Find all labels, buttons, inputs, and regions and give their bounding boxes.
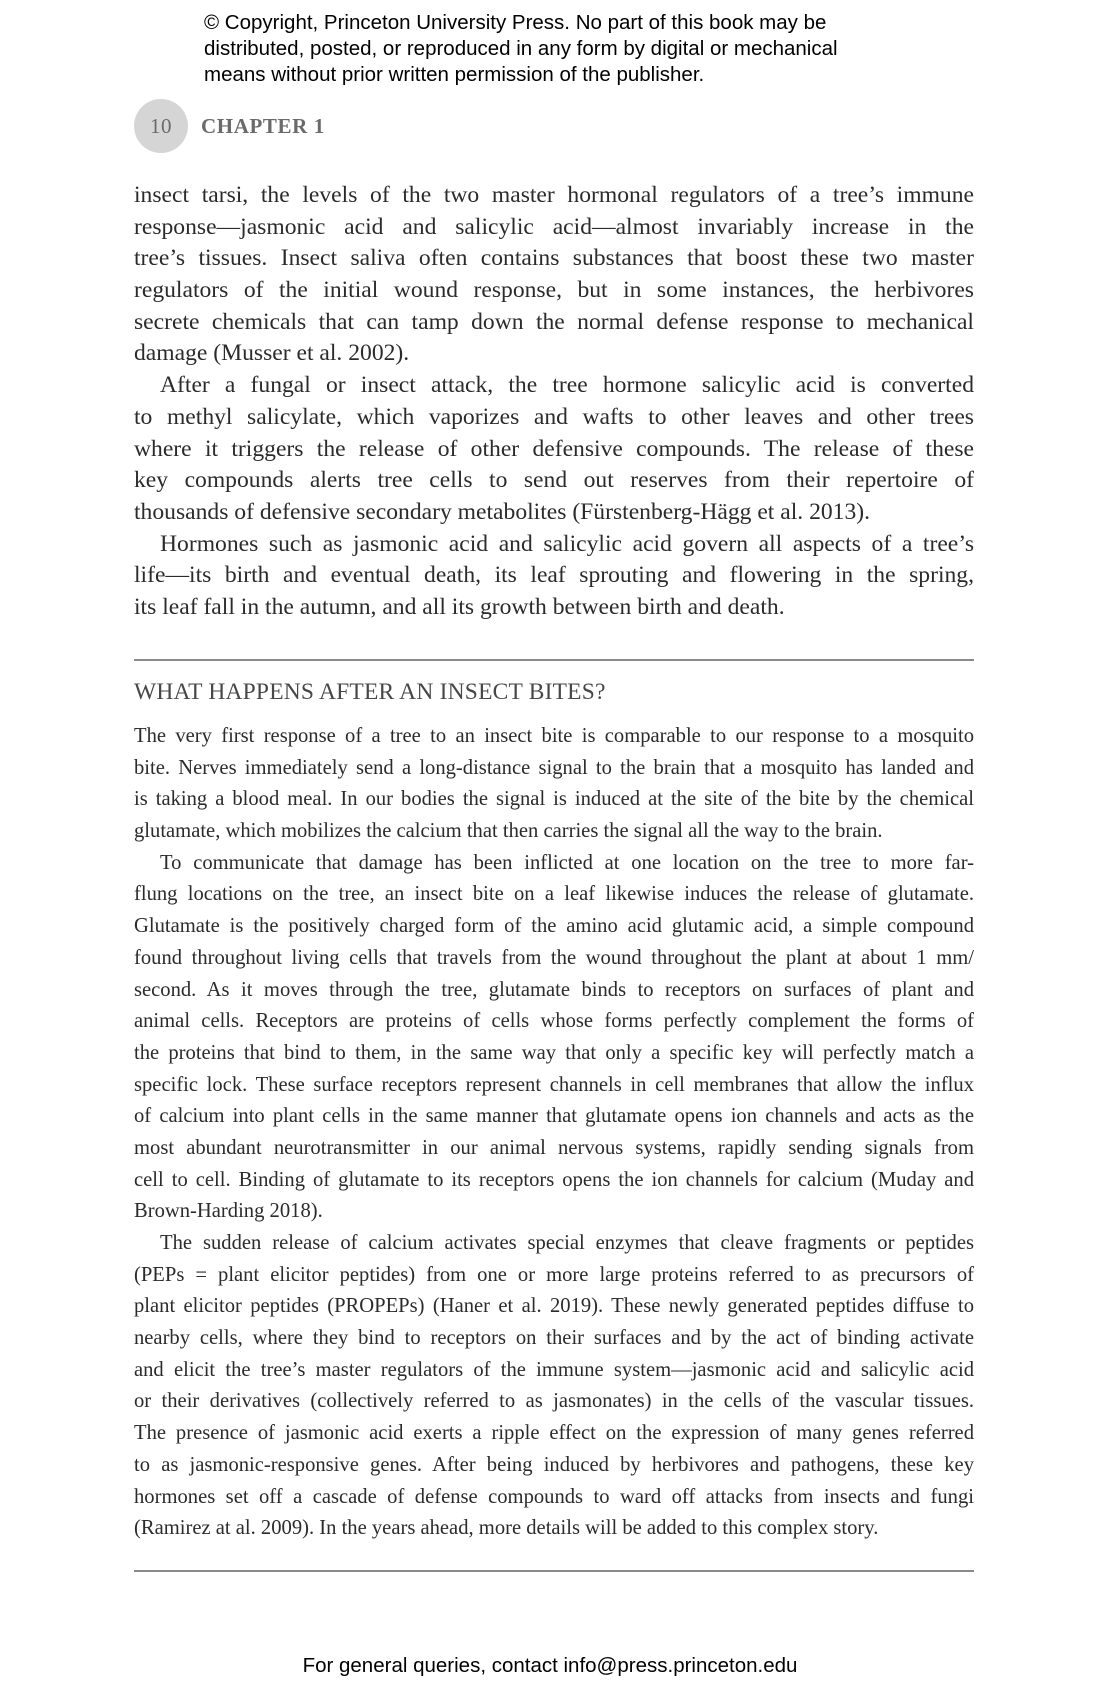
page-number-badge [134, 99, 188, 153]
text-line: To communicate that damage has been inflicted at one location on the tree to more far- [160, 851, 974, 874]
text-line: Glutamate is the positively charged form of the amino acid glutamic acid, a simple compound [134, 915, 974, 938]
text-line: found throughout living cells that travels from the wound throughout the plant at about 1 mm/ [134, 946, 974, 969]
text-line: tree’s tissues. Insect saliva often contains substances that boost these two master [134, 245, 974, 272]
paragraph [134, 1228, 974, 1545]
text-line: The sudden release of calcium activates special enzymes that cleave fragments or peptides [160, 1232, 974, 1254]
box-section-body [134, 721, 974, 1545]
paragraph [134, 848, 974, 1228]
copyright-line: distributed, posted, or reproduced in any form by digital or mechanical [204, 37, 838, 60]
text-line: cell to cell. Binding of glutamate to its receptors opens the ion channels for calcium (Muday and [134, 1168, 974, 1191]
text-line: (PEPs = plant elicitor peptides) from one or more large proteins referred to as precursors of [134, 1263, 974, 1286]
text-line: nearby cells, where they bind to receptors on their surfaces and by the act of binding activate [134, 1327, 974, 1350]
text-line: most abundant neurotransmitter in our animal nervous systems, rapidly sending signals from [134, 1136, 974, 1159]
body-text-section [134, 180, 974, 624]
text-line: regulators of the initial wound response, but in some instances, the herbivores [134, 277, 974, 304]
copyright-notice [204, 10, 964, 88]
text-line: thousands of defensive secondary metabolites (Fürstenberg-Hägg et al. 2013). [134, 498, 871, 525]
text-line: Brown-Harding 2018). [134, 1200, 323, 1223]
text-line: Hormones such as jasmonic acid and salicylic acid govern all aspects of a tree’s [160, 530, 974, 557]
paragraph [134, 529, 974, 624]
text-line: key compounds alerts tree cells to send out reserves from their repertoire of [134, 467, 974, 494]
page-number: 10 [150, 113, 172, 138]
text-line: the proteins that bind to them, in the same way that only a specific key will perfectly match a [134, 1041, 974, 1064]
copyright-line: means without prior written permission of the publisher. [204, 63, 705, 86]
text-line: life—its birth and eventual death, its leaf sprouting and flowering in the spring, [134, 562, 974, 589]
text-line: plant elicitor peptides (PROPEPs) (Haner et al. 2019). These newly generated peptides diffuse to [134, 1295, 974, 1318]
section-heading: WHAT HAPPENS AFTER AN INSECT BITES? [134, 679, 606, 705]
text-line: response—jasmonic acid and salicylic acid—almost invariably increase in the [134, 213, 974, 240]
text-line: glutamate, which mobilizes the calcium that then carries the signal all the way to the brain. [134, 820, 883, 843]
text-line: where it triggers the release of other defensive compounds. The release of these [134, 435, 974, 462]
paragraph [134, 370, 974, 528]
text-line: and elicit the tree’s master regulators of the immune system—jasmonic acid and salicylic acid [134, 1358, 974, 1381]
copyright-line: © Copyright, Princeton University Press. No part of this book may be [204, 11, 827, 34]
text-line: (Ramirez at al. 2009). In the years ahead, more details will be added to this complex story. [134, 1517, 879, 1540]
text-line: or their derivatives (collectively referred to as jasmonates) in the cells of the vascular tissues. [134, 1390, 974, 1413]
running-head [134, 99, 325, 153]
text-line: second. As it moves through the tree, glutamate binds to receptors on surfaces of plant and [134, 978, 974, 1001]
chapter-label: CHAPTER 1 [201, 113, 325, 138]
text-line: hormones set off a cascade of defense compounds to ward off attacks from insects and fungi [134, 1485, 974, 1508]
section-rule-bottom [134, 1570, 974, 1572]
text-line: insect tarsi, the levels of the two master hormonal regulators of a tree’s immune [134, 182, 974, 208]
paragraph [134, 721, 974, 848]
section-rule-top [134, 659, 974, 661]
text-line: After a fungal or insect attack, the tree hormone salicylic acid is converted [160, 372, 974, 399]
text-line: to methyl salicylate, which vaporizes and wafts to other leaves and other trees [134, 403, 974, 430]
text-line: its leaf fall in the autumn, and all its growth between birth and death. [134, 593, 785, 620]
text-line: secrete chemicals that can tamp down the normal defense response to mechanical [134, 308, 974, 335]
text-line: specific lock. These surface receptors represent channels in cell membranes that allow the influx [134, 1073, 974, 1096]
text-line: is taking a blood meal. In our bodies the signal is induced at the site of the bite by the chemical [134, 788, 974, 811]
text-line: to as jasmonic-responsive genes. After being induced by herbivores and pathogens, these key [134, 1453, 974, 1476]
text-line: flung locations on the tree, an insect bite on a leaf likewise induces the release of glutamate. [134, 883, 974, 906]
text-line: The presence of jasmonic acid exerts a ripple effect on the expression of many genes referred [134, 1422, 974, 1445]
text-line: animal cells. Receptors are proteins of cells whose forms perfectly complement the forms of [134, 1010, 974, 1033]
paragraph [134, 180, 974, 370]
footer-contact: For general queries, contact info@press.princeton.edu [302, 1654, 798, 1677]
text-line: of calcium into plant cells in the same manner that glutamate opens ion channels and acts as the [134, 1105, 974, 1128]
text-line: damage (Musser et al. 2002). [134, 340, 410, 367]
text-line: The very first response of a tree to an insect bite is comparable to our response to a mosquito [134, 725, 974, 747]
text-line: bite. Nerves immediately send a long-distance signal to the brain that a mosquito has landed and [134, 756, 974, 779]
